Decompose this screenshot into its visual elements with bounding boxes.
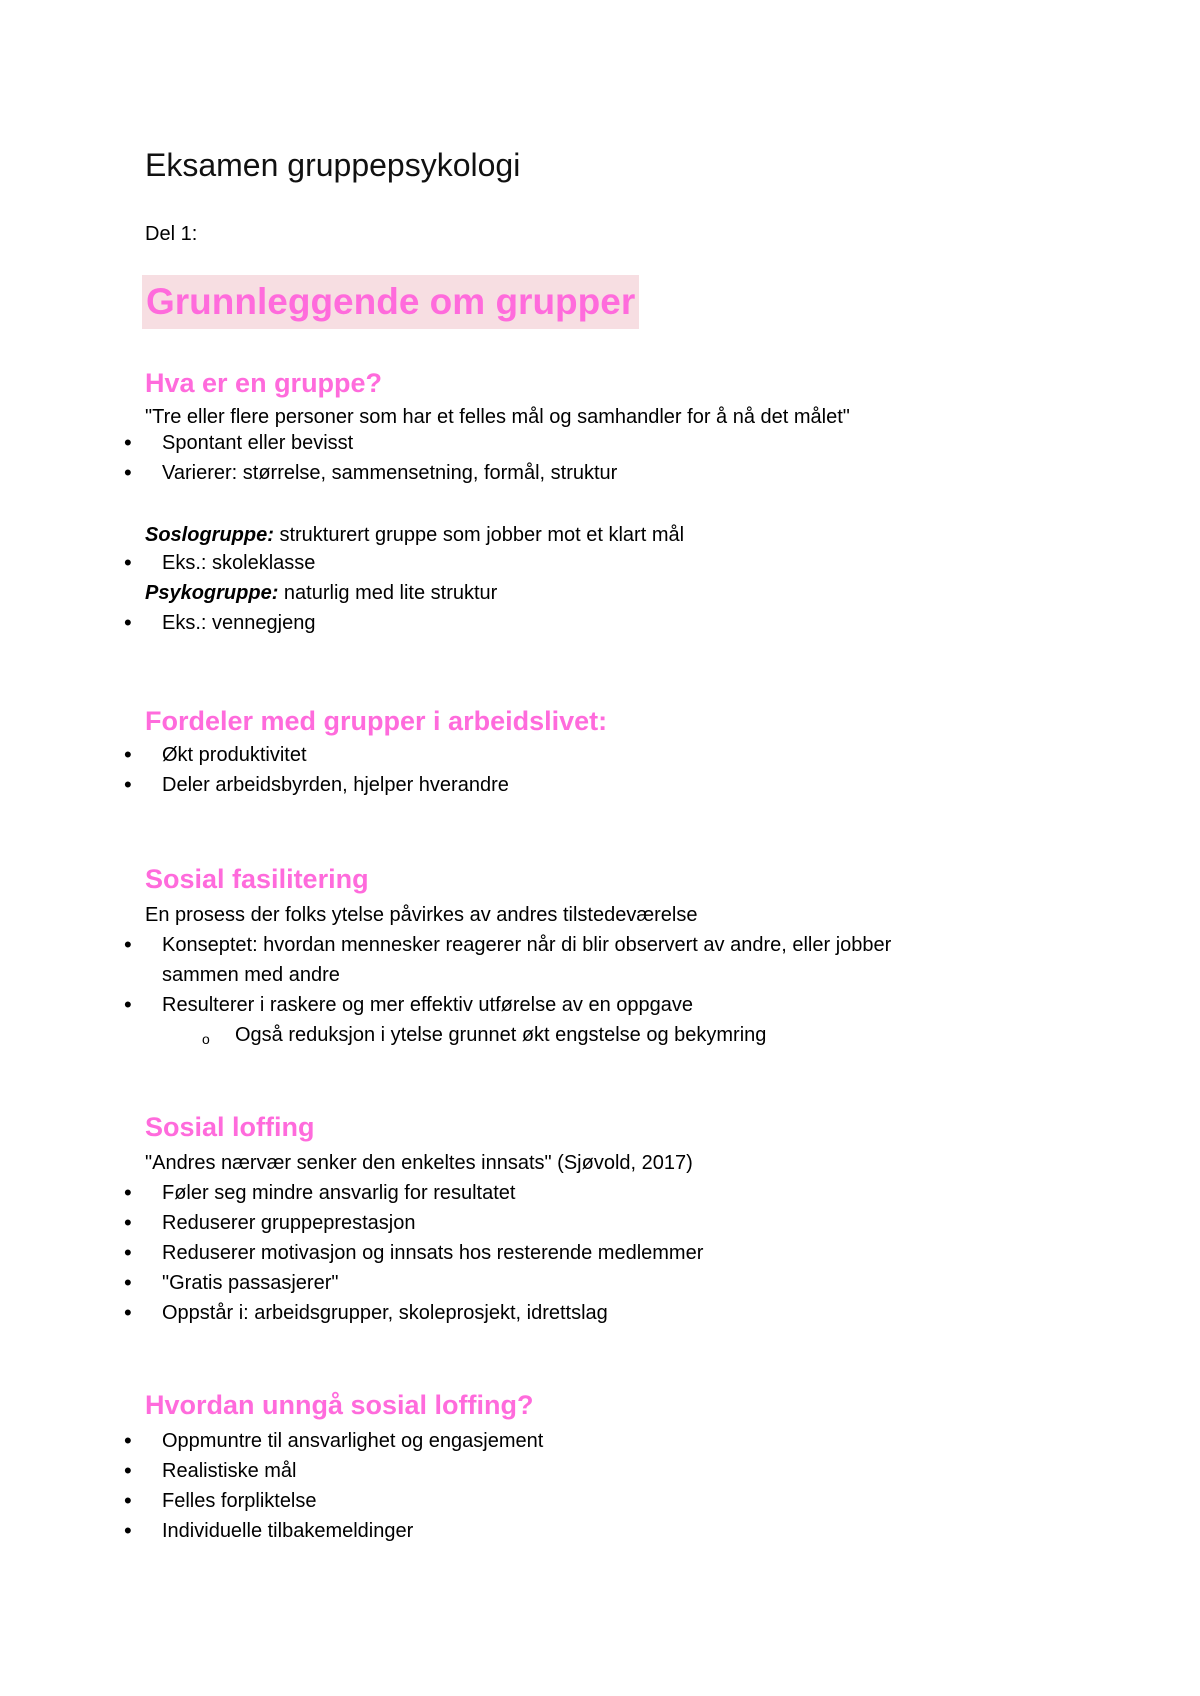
list-item-text: Individuelle tilbakemeldinger (162, 1520, 414, 1542)
term-definition: naturlig med lite struktur (278, 582, 498, 604)
bullet-icon: • (124, 1458, 132, 1483)
list-item (0, 460, 1200, 486)
section-heading-unnga: Hvordan unngå sosial loffing? (145, 1390, 534, 1420)
bullet-icon: • (124, 1210, 132, 1235)
bullet-icon: • (124, 550, 132, 575)
sub-list-item (0, 1022, 1200, 1048)
list-item (0, 772, 1200, 798)
list-item-text: Oppmuntre til ansvarlighet og engasjement (162, 1430, 544, 1452)
list-item-text: Reduserer gruppeprestasjon (162, 1212, 416, 1234)
bullet-icon: • (124, 1518, 132, 1543)
list-item (0, 992, 1200, 1018)
list-item (0, 742, 1200, 768)
main-heading: Grunnleggende om grupper (142, 275, 639, 329)
list-item-text: Eks.: vennegjeng (162, 612, 316, 634)
list-item (0, 550, 1200, 576)
term-definition: strukturert gruppe som jobber mot et klart mål (273, 524, 685, 546)
list-item-text: Felles forpliktelse (162, 1490, 317, 1512)
list-item (0, 1488, 1200, 1514)
term-label: Psykogruppe: (145, 582, 279, 604)
sub-bullet-icon: o (202, 1031, 210, 1047)
list-item (0, 610, 1200, 636)
bullet-icon: • (124, 610, 132, 635)
list-item-text: Konseptet: hvordan mennesker reagerer når di blir observert av andre, eller jobber (162, 934, 892, 956)
bullet-icon: • (124, 1270, 132, 1295)
list-item (0, 1180, 1200, 1206)
soslogruppe-definition (145, 522, 684, 548)
section-heading-fordeler: Fordeler med grupper i arbeidslivet: (145, 706, 608, 736)
list-item-text: Resulterer i raskere og mer effektiv utførelse av en oppgave (162, 994, 693, 1016)
part-label: Del 1: (145, 223, 198, 245)
bullet-icon: • (124, 992, 132, 1017)
list-item (0, 1458, 1200, 1484)
document-title: Eksamen gruppepsykologi (145, 147, 521, 183)
bullet-icon: • (124, 1240, 132, 1265)
list-item-text: Deler arbeidsbyrden, hjelper hverandre (162, 774, 509, 796)
bullet-icon: • (124, 1428, 132, 1453)
section-heading-fasilitering: Sosial fasilitering (145, 864, 369, 894)
list-item (0, 1428, 1200, 1454)
list-item-text: Eks.: skoleklasse (162, 552, 316, 574)
loffing-quote: "Andres nærvær senker den enkeltes innsats" (Sjøvold, 2017) (145, 1152, 693, 1174)
list-item (0, 1270, 1200, 1296)
list-item-text: Oppstår i: arbeidsgrupper, skoleprosjekt, idrettslag (162, 1302, 608, 1324)
list-item (0, 1210, 1200, 1236)
list-item-text: Spontant eller bevisst (162, 432, 354, 454)
list-item-text: Realistiske mål (162, 1460, 297, 1482)
bullet-icon: • (124, 742, 132, 767)
bullet-icon: • (124, 460, 132, 485)
sub-list-item-text: Også reduksjon i ytelse grunnet økt engstelse og bekymring (235, 1024, 767, 1046)
list-item-text: Økt produktivitet (162, 744, 307, 766)
list-item-text: Reduserer motivasjon og innsats hos resterende medlemmer (162, 1242, 704, 1264)
list-item-text: Varierer: størrelse, sammensetning, formål, struktur (162, 462, 618, 484)
list-item-text-continued: sammen med andre (162, 964, 340, 986)
list-item (0, 430, 1200, 456)
list-item-text: Føler seg mindre ansvarlig for resultatet (162, 1182, 516, 1204)
bullet-icon: • (124, 932, 132, 957)
list-item (0, 1300, 1200, 1326)
definition-quote: "Tre eller flere personer som har et felles mål og samhandler for å nå det målet" (145, 406, 850, 428)
bullet-icon: • (124, 772, 132, 797)
bullet-icon: • (124, 1300, 132, 1325)
bullet-icon: • (124, 1488, 132, 1513)
list-item (0, 932, 1200, 988)
list-item (0, 1518, 1200, 1544)
term-label: Soslogruppe: (145, 524, 274, 546)
section-heading-hva: Hva er en gruppe? (145, 368, 383, 398)
fasilitering-intro: En prosess der folks ytelse påvirkes av andres tilstedeværelse (145, 904, 698, 926)
section-heading-loffing: Sosial loffing (145, 1112, 315, 1142)
list-item (0, 1240, 1200, 1266)
bullet-icon: • (124, 430, 132, 455)
psykogruppe-definition (145, 580, 497, 606)
list-item-text: "Gratis passasjerer" (162, 1272, 339, 1294)
bullet-icon: • (124, 1180, 132, 1205)
